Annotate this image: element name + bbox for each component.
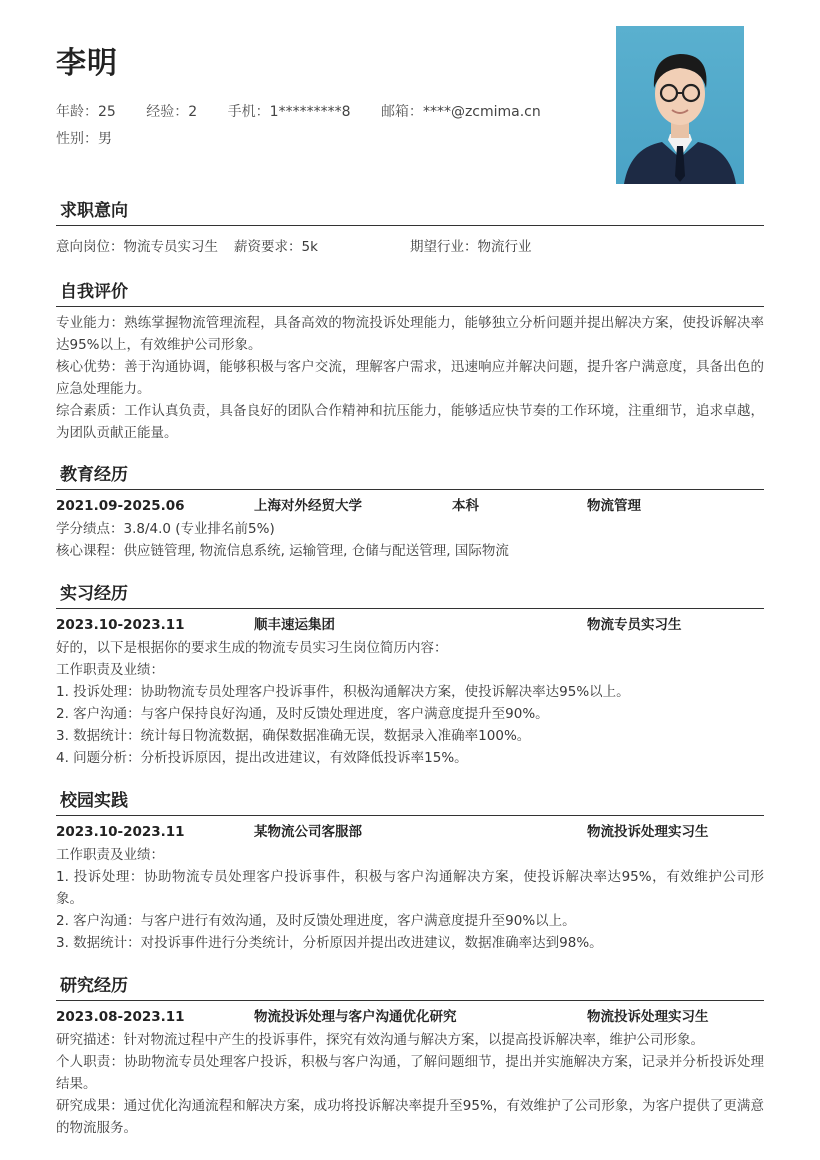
internship-date: 2023.10-2023.11 — [56, 617, 185, 633]
gender-info: 性别：男 — [56, 131, 112, 147]
campus-detail: 2. 客户沟通：与客户进行有效沟通，及时反馈处理进度，客户满意度提升至90%以上。 — [56, 913, 576, 929]
research-detail: 个人职责：协助物流专员处理客户投诉，积极与客户沟通，了解问题细节，提出并实施解决方案，记录并分析投诉处理结果。 — [56, 1054, 764, 1092]
internship-company: 顺丰速运集团 — [254, 617, 335, 633]
internship-detail: 1. 投诉处理：协助物流专员处理客户投诉事件，积极沟通解决方案，使投诉解决率达95%以上。 — [56, 684, 630, 700]
intent-position: 意向岗位：物流专员实习生 — [56, 239, 218, 255]
internship-role: 物流专员实习生 — [587, 617, 682, 633]
self-evaluation-section — [56, 279, 764, 444]
experience-info: 经验：2 — [146, 104, 198, 120]
education-section — [56, 462, 764, 562]
internship-detail: 4. 问题分析：分析投诉原因，提出改进建议，有效降低投诉率15%。 — [56, 750, 468, 766]
campus-detail: 3. 数据统计：对投诉事件进行分类统计，分析原因并提出改进建议，数据准确率达到98%。 — [56, 935, 603, 951]
research-detail: 研究成果：通过优化沟通流程和解决方案，成功将投诉解决率提升至95%，有效维护了公司形象，为客户提供了更满意的物流服务。 — [56, 1098, 764, 1136]
education-detail: 学分绩点：3.8/4.0 (专业排名前5%) — [56, 521, 275, 537]
email-info: 邮箱：****@zcmima.cn — [380, 104, 541, 120]
person-portrait-icon — [616, 26, 744, 184]
education-major: 物流管理 — [587, 498, 641, 514]
profile-photo — [616, 26, 744, 184]
internship-detail: 好的，以下是根据你的要求生成的物流专员实习生岗位简历内容： — [56, 640, 448, 656]
research-detail: 研究描述：针对物流过程中产生的投诉事件，探究有效沟通与解决方案，以提高投诉解决率，维护公司形象。 — [56, 1032, 704, 1048]
research-date: 2023.08-2023.11 — [56, 1009, 185, 1025]
section-title: 教育经历 — [56, 462, 764, 490]
research-header-row — [56, 1005, 764, 1029]
campus-header-row — [56, 820, 764, 844]
self-evaluation-list — [56, 312, 764, 444]
phone-info: 手机：1*********8 — [227, 104, 351, 120]
education-date: 2021.09-2025.06 — [56, 498, 185, 514]
intent-line — [56, 236, 764, 258]
internship-detail: 2. 客户沟通：与客户保持良好沟通，及时反馈处理进度，客户满意度提升至90%。 — [56, 706, 549, 722]
section-title: 自我评价 — [56, 279, 764, 307]
research-role: 物流投诉处理实习生 — [587, 1009, 709, 1025]
education-school: 上海对外经贸大学 — [254, 498, 362, 514]
campus-detail: 工作职责及业绩： — [56, 847, 164, 863]
section-title: 校园实践 — [56, 788, 764, 816]
self-eval-item: 专业能力：熟练掌握物流管理流程，具备高效的物流投诉处理能力，能够独立分析问题并提出解决方案，使投诉解决率达95%以上，有效维护公司形象。 — [56, 315, 764, 353]
internship-section — [56, 581, 764, 769]
education-header-row — [56, 494, 764, 518]
self-eval-item: 核心优势：善于沟通协调，能够积极与客户交流，理解客户需求，迅速响应并解决问题，提升客户满意度，具备出色的应急处理能力。 — [56, 359, 764, 397]
section-title: 研究经历 — [56, 973, 764, 1001]
campus-practice-section — [56, 788, 764, 954]
self-eval-item: 综合素质：工作认真负责，具备良好的团队合作精神和抗压能力，能够适应快节奏的工作环境，注重细节，追求卓越，为团队贡献正能量。 — [56, 403, 764, 441]
section-title: 求职意向 — [56, 198, 764, 226]
job-intent-section — [56, 198, 764, 258]
research-section — [56, 973, 764, 1139]
education-detail: 核心课程：供应链管理, 物流信息系统, 运输管理, 仓储与配送管理, 国际物流 — [56, 543, 509, 559]
intent-salary: 薪资要求：5k — [234, 239, 318, 255]
campus-org: 某物流公司客服部 — [254, 824, 362, 840]
candidate-name: 李明 — [56, 46, 118, 81]
basic-info-row — [56, 101, 567, 121]
internship-header-row — [56, 613, 764, 637]
internship-detail: 工作职责及业绩： — [56, 662, 164, 678]
internship-detail: 3. 数据统计：统计每日物流数据，确保数据准确无误，数据录入准确率100%。 — [56, 728, 531, 744]
campus-role: 物流投诉处理实习生 — [587, 824, 709, 840]
age-info: 年龄：25 — [56, 104, 116, 120]
section-title: 实习经历 — [56, 581, 764, 609]
research-topic: 物流投诉处理与客户沟通优化研究 — [254, 1009, 457, 1025]
education-degree: 本科 — [452, 498, 479, 514]
campus-date: 2023.10-2023.11 — [56, 824, 185, 840]
intent-industry: 期望行业：物流行业 — [410, 239, 532, 255]
campus-detail: 1. 投诉处理：协助物流专员处理客户投诉事件，积极与客户沟通解决方案，使投诉解决率达95%，有效维护公司形象。 — [56, 869, 764, 907]
gender-row — [56, 128, 138, 148]
